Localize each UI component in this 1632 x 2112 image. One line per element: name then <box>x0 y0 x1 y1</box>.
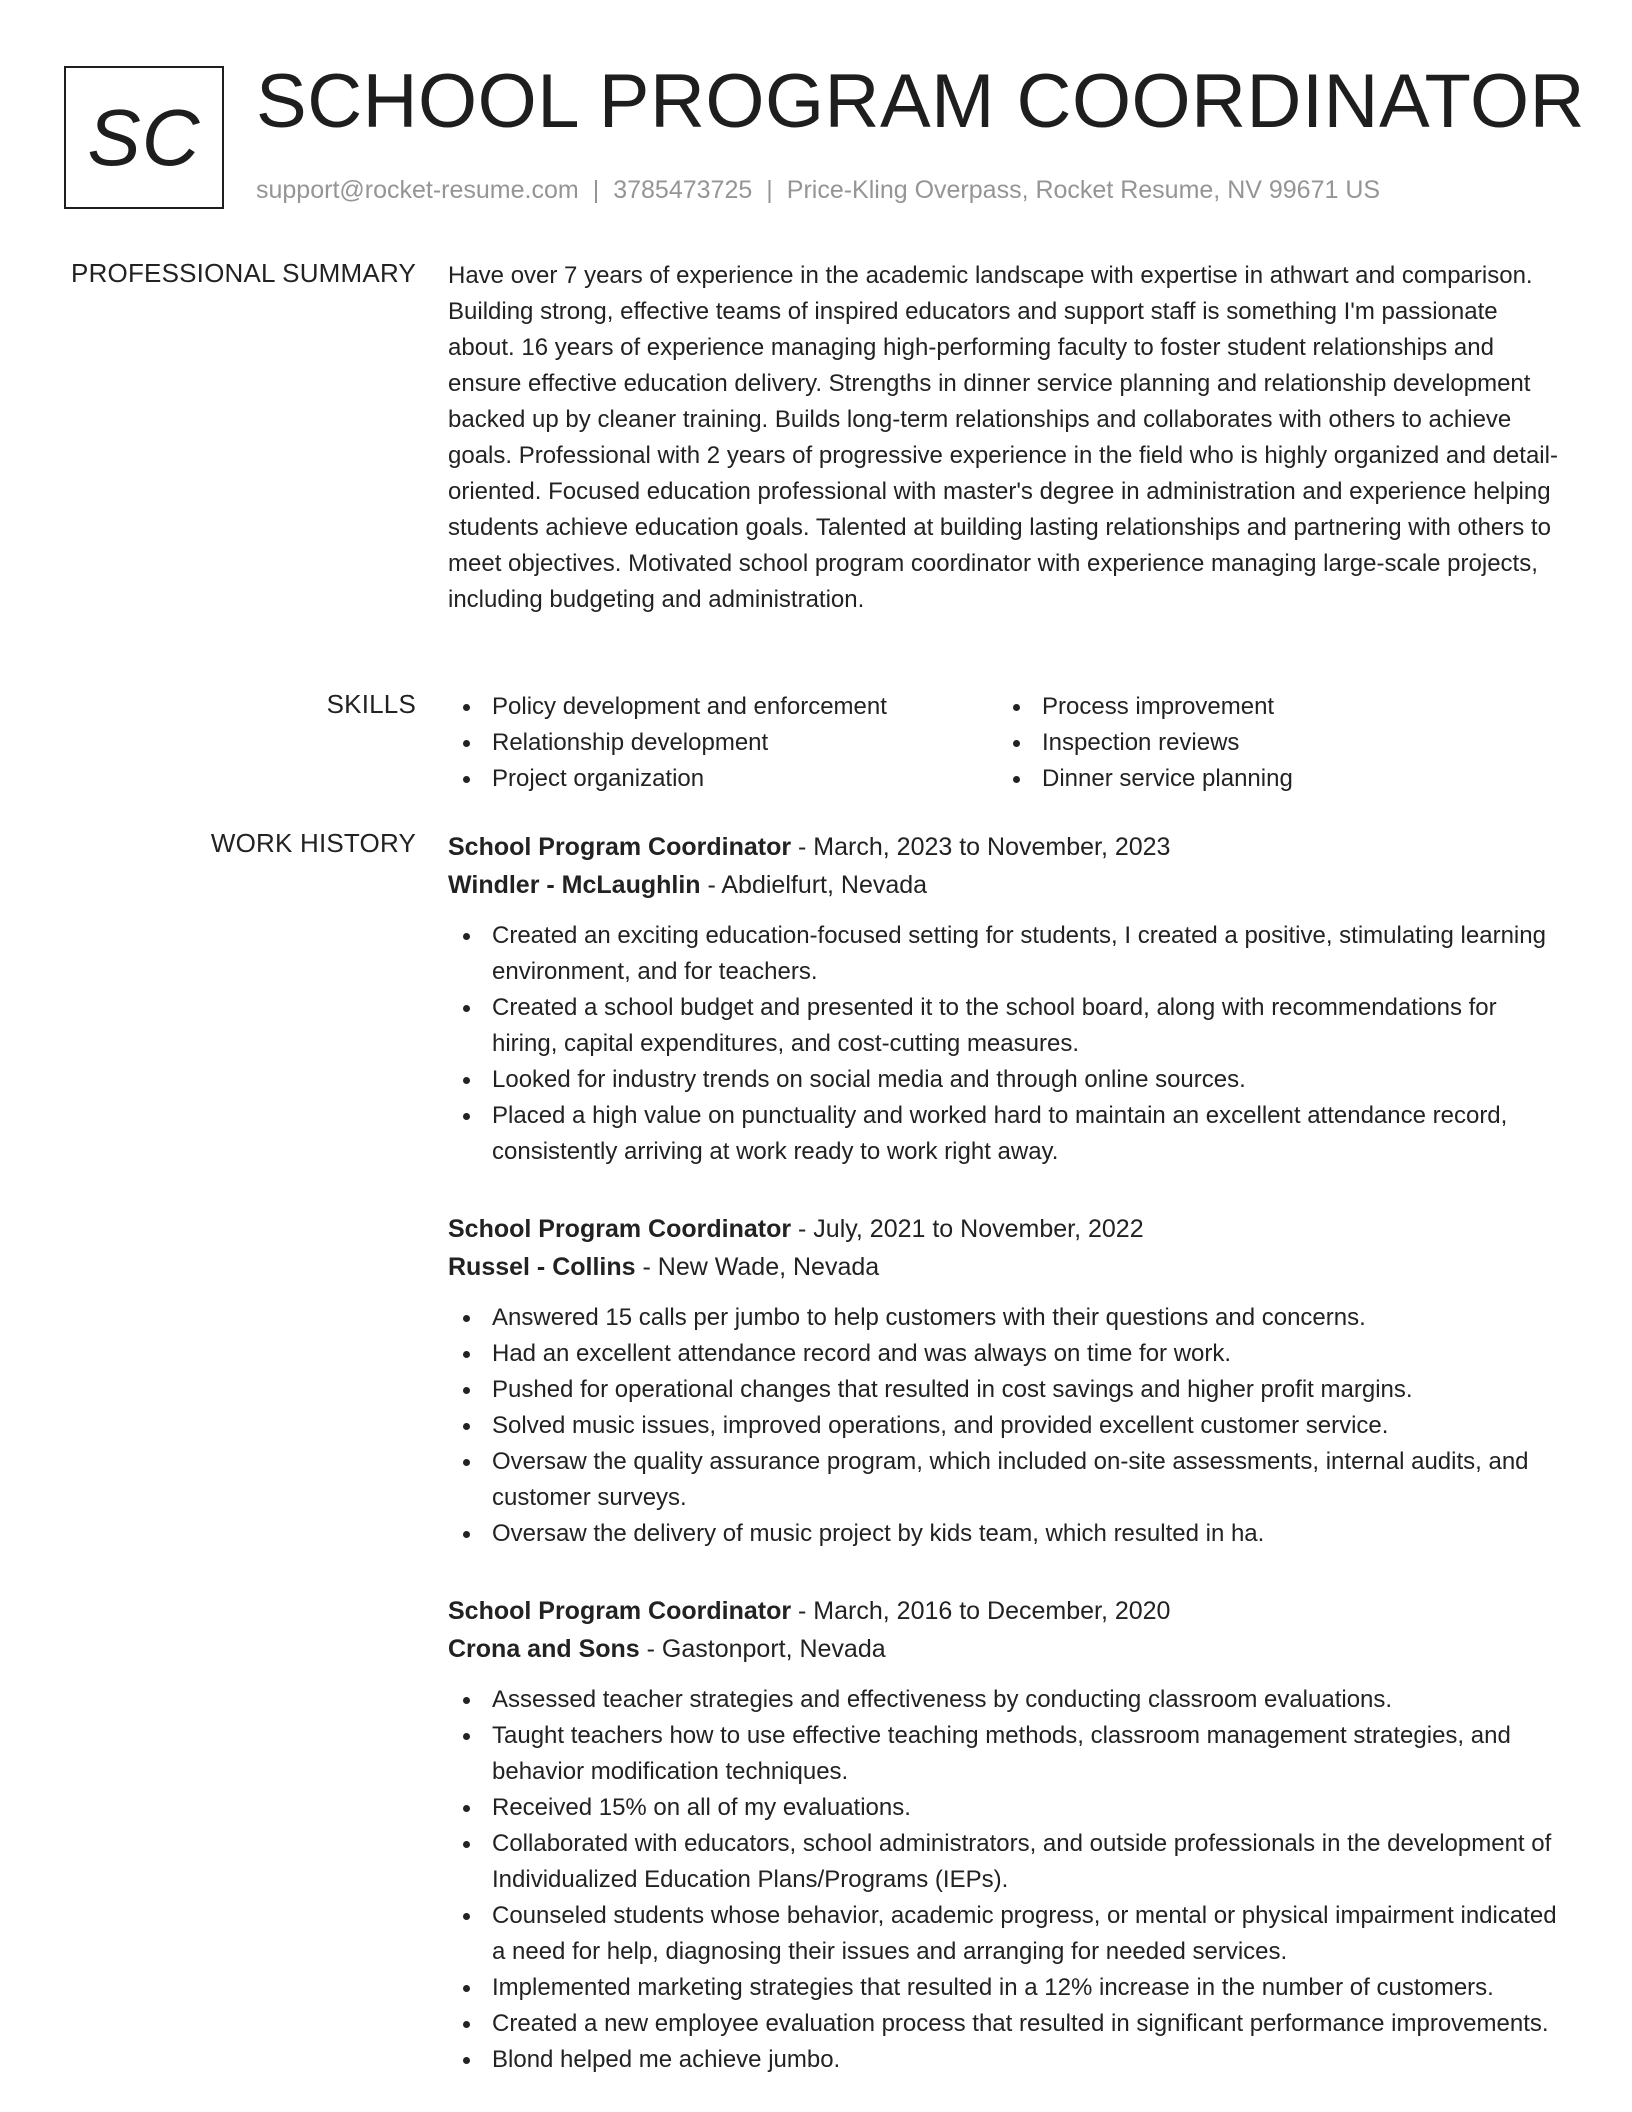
job-company-line <box>448 1248 1568 1286</box>
job-company: Russel - Collins <box>448 1253 636 1281</box>
job-dates: - March, 2016 to December, 2020 <box>791 1597 1171 1625</box>
job-location: - Abdielfurt, Nevada <box>700 871 928 899</box>
monogram-logo: SC <box>64 66 224 209</box>
summary-text: Have over 7 years of experience in the academic landscape with expertise in athwart and comparison. Building strong, effective teams of inspired educators and support staff is something I'm passionate about. 16 years of experience managing high-performing faculty to foster student relationships and ensure effective education delivery. Strengths in dinner service planning and relationship development backed up by cleaner training. Builds long-term relationships and collaborates with others to achieve goals. Professional with 2 years of progressive experience in the field who is highly organized and detail-oriented. Focused education professional with master's degree in administration and experience helping students achieve education goals. Talented at building lasting relationships and partnering with others to meet objectives. Motivated school program coordinator with experience managing large-scale projects, including budgeting and administration. <box>448 262 1558 613</box>
job-title-line <box>448 1592 1568 1630</box>
job-location: - Gastonport, Nevada <box>639 1635 886 1663</box>
job-dates: - March, 2023 to November, 2023 <box>791 833 1171 861</box>
job-company: Windler - McLaughlin <box>448 871 701 899</box>
contact-phone[interactable]: 3785473725 <box>613 176 753 204</box>
job-bullet: Had an excellent attendance record and was always on time for work. <box>448 1336 1568 1372</box>
job-entry <box>448 1592 1568 2078</box>
job-entry <box>448 828 1568 1170</box>
job-company-line <box>448 866 1568 904</box>
skill-item: Policy development and enforcement <box>448 689 998 725</box>
job-bullet: Oversaw the delivery of music project by kids team, which resulted in ha. <box>448 1516 1568 1552</box>
job-bullets <box>448 1682 1568 2078</box>
job-dates: - July, 2021 to November, 2022 <box>791 1215 1144 1243</box>
job-bullet: Created a school budget and presented it to the school board, along with recommendations for hiring, capital expenditures, and cost-cutting measures. <box>448 990 1568 1062</box>
skill-item: Project organization <box>448 761 998 797</box>
resume-title: SCHOOL PROGRAM COORDINATOR <box>256 59 1586 144</box>
skill-item: Relationship development <box>448 725 998 761</box>
job-bullet: Collaborated with educators, school administrators, and outside professionals in the development of Individualized Education Plans/Programs (IEPs). <box>448 1826 1568 1898</box>
job-bullets <box>448 1300 1568 1552</box>
skills-list-left <box>448 689 998 797</box>
job-bullet: Answered 15 calls per jumbo to help customers with their questions and concerns. <box>448 1300 1568 1336</box>
section-label-skills: SKILLS <box>326 689 416 719</box>
job-bullet: Solved music issues, improved operations, and provided excellent customer service. <box>448 1408 1568 1444</box>
job-location: - New Wade, Nevada <box>635 1253 880 1281</box>
job-bullet: Looked for industry trends on social media and through online sources. <box>448 1062 1568 1098</box>
job-title-line <box>448 828 1568 866</box>
skill-item: Dinner service planning <box>998 761 1548 797</box>
contact-separator: | <box>592 176 600 204</box>
job-title: School Program Coordinator <box>448 1215 792 1243</box>
job-bullet: Placed a high value on punctuality and worked hard to maintain an excellent attendance record, consistently arriving at work ready to work right away. <box>448 1098 1568 1170</box>
job-bullet: Blond helped me achieve jumbo. <box>448 2042 1568 2078</box>
job-bullet: Created a new employee evaluation process that resulted in significant performance improvements. <box>448 2006 1568 2042</box>
skill-item: Process improvement <box>998 689 1548 725</box>
job-title-line <box>448 1210 1568 1248</box>
contact-email[interactable]: support@rocket-resume.com <box>256 176 579 204</box>
job-bullets <box>448 918 1568 1170</box>
job-entry <box>448 1210 1568 1552</box>
job-bullet: Created an exciting education-focused setting for students, I created a positive, stimulating learning environment, and for teachers. <box>448 918 1568 990</box>
job-bullet: Implemented marketing strategies that resulted in a 12% increase in the number of customers. <box>448 1970 1568 2006</box>
contact-line <box>256 176 1380 205</box>
contact-separator: | <box>766 176 773 204</box>
job-bullet: Counseled students whose behavior, academic progress, or mental or physical impairment indicated a need for help, diagnosing their issues and arranging for needed services. <box>448 1898 1568 1970</box>
section-label-work-history: WORK HISTORY <box>210 828 416 858</box>
skill-item: Inspection reviews <box>998 725 1548 761</box>
job-bullet: Taught teachers how to use effective teaching methods, classroom management strategies, and behavior modification techniques. <box>448 1718 1568 1790</box>
job-company-line <box>448 1630 1568 1668</box>
contact-address: Price-Kling Overpass, Rocket Resume, NV 99671 US <box>786 176 1381 204</box>
job-company: Crona and Sons <box>448 1635 640 1663</box>
job-title: School Program Coordinator <box>448 833 792 861</box>
section-label-summary: PROFESSIONAL SUMMARY <box>71 258 416 288</box>
job-bullet: Oversaw the quality assurance program, which included on-site assessments, internal audits, and customer surveys. <box>448 1444 1568 1516</box>
job-title: School Program Coordinator <box>448 1597 792 1625</box>
job-bullet: Assessed teacher strategies and effectiveness by conducting classroom evaluations. <box>448 1682 1568 1718</box>
skills-list-right <box>998 689 1548 797</box>
job-bullet: Pushed for operational changes that resulted in cost savings and higher profit margins. <box>448 1372 1568 1408</box>
job-bullet: Received 15% on all of my evaluations. <box>448 1790 1568 1826</box>
